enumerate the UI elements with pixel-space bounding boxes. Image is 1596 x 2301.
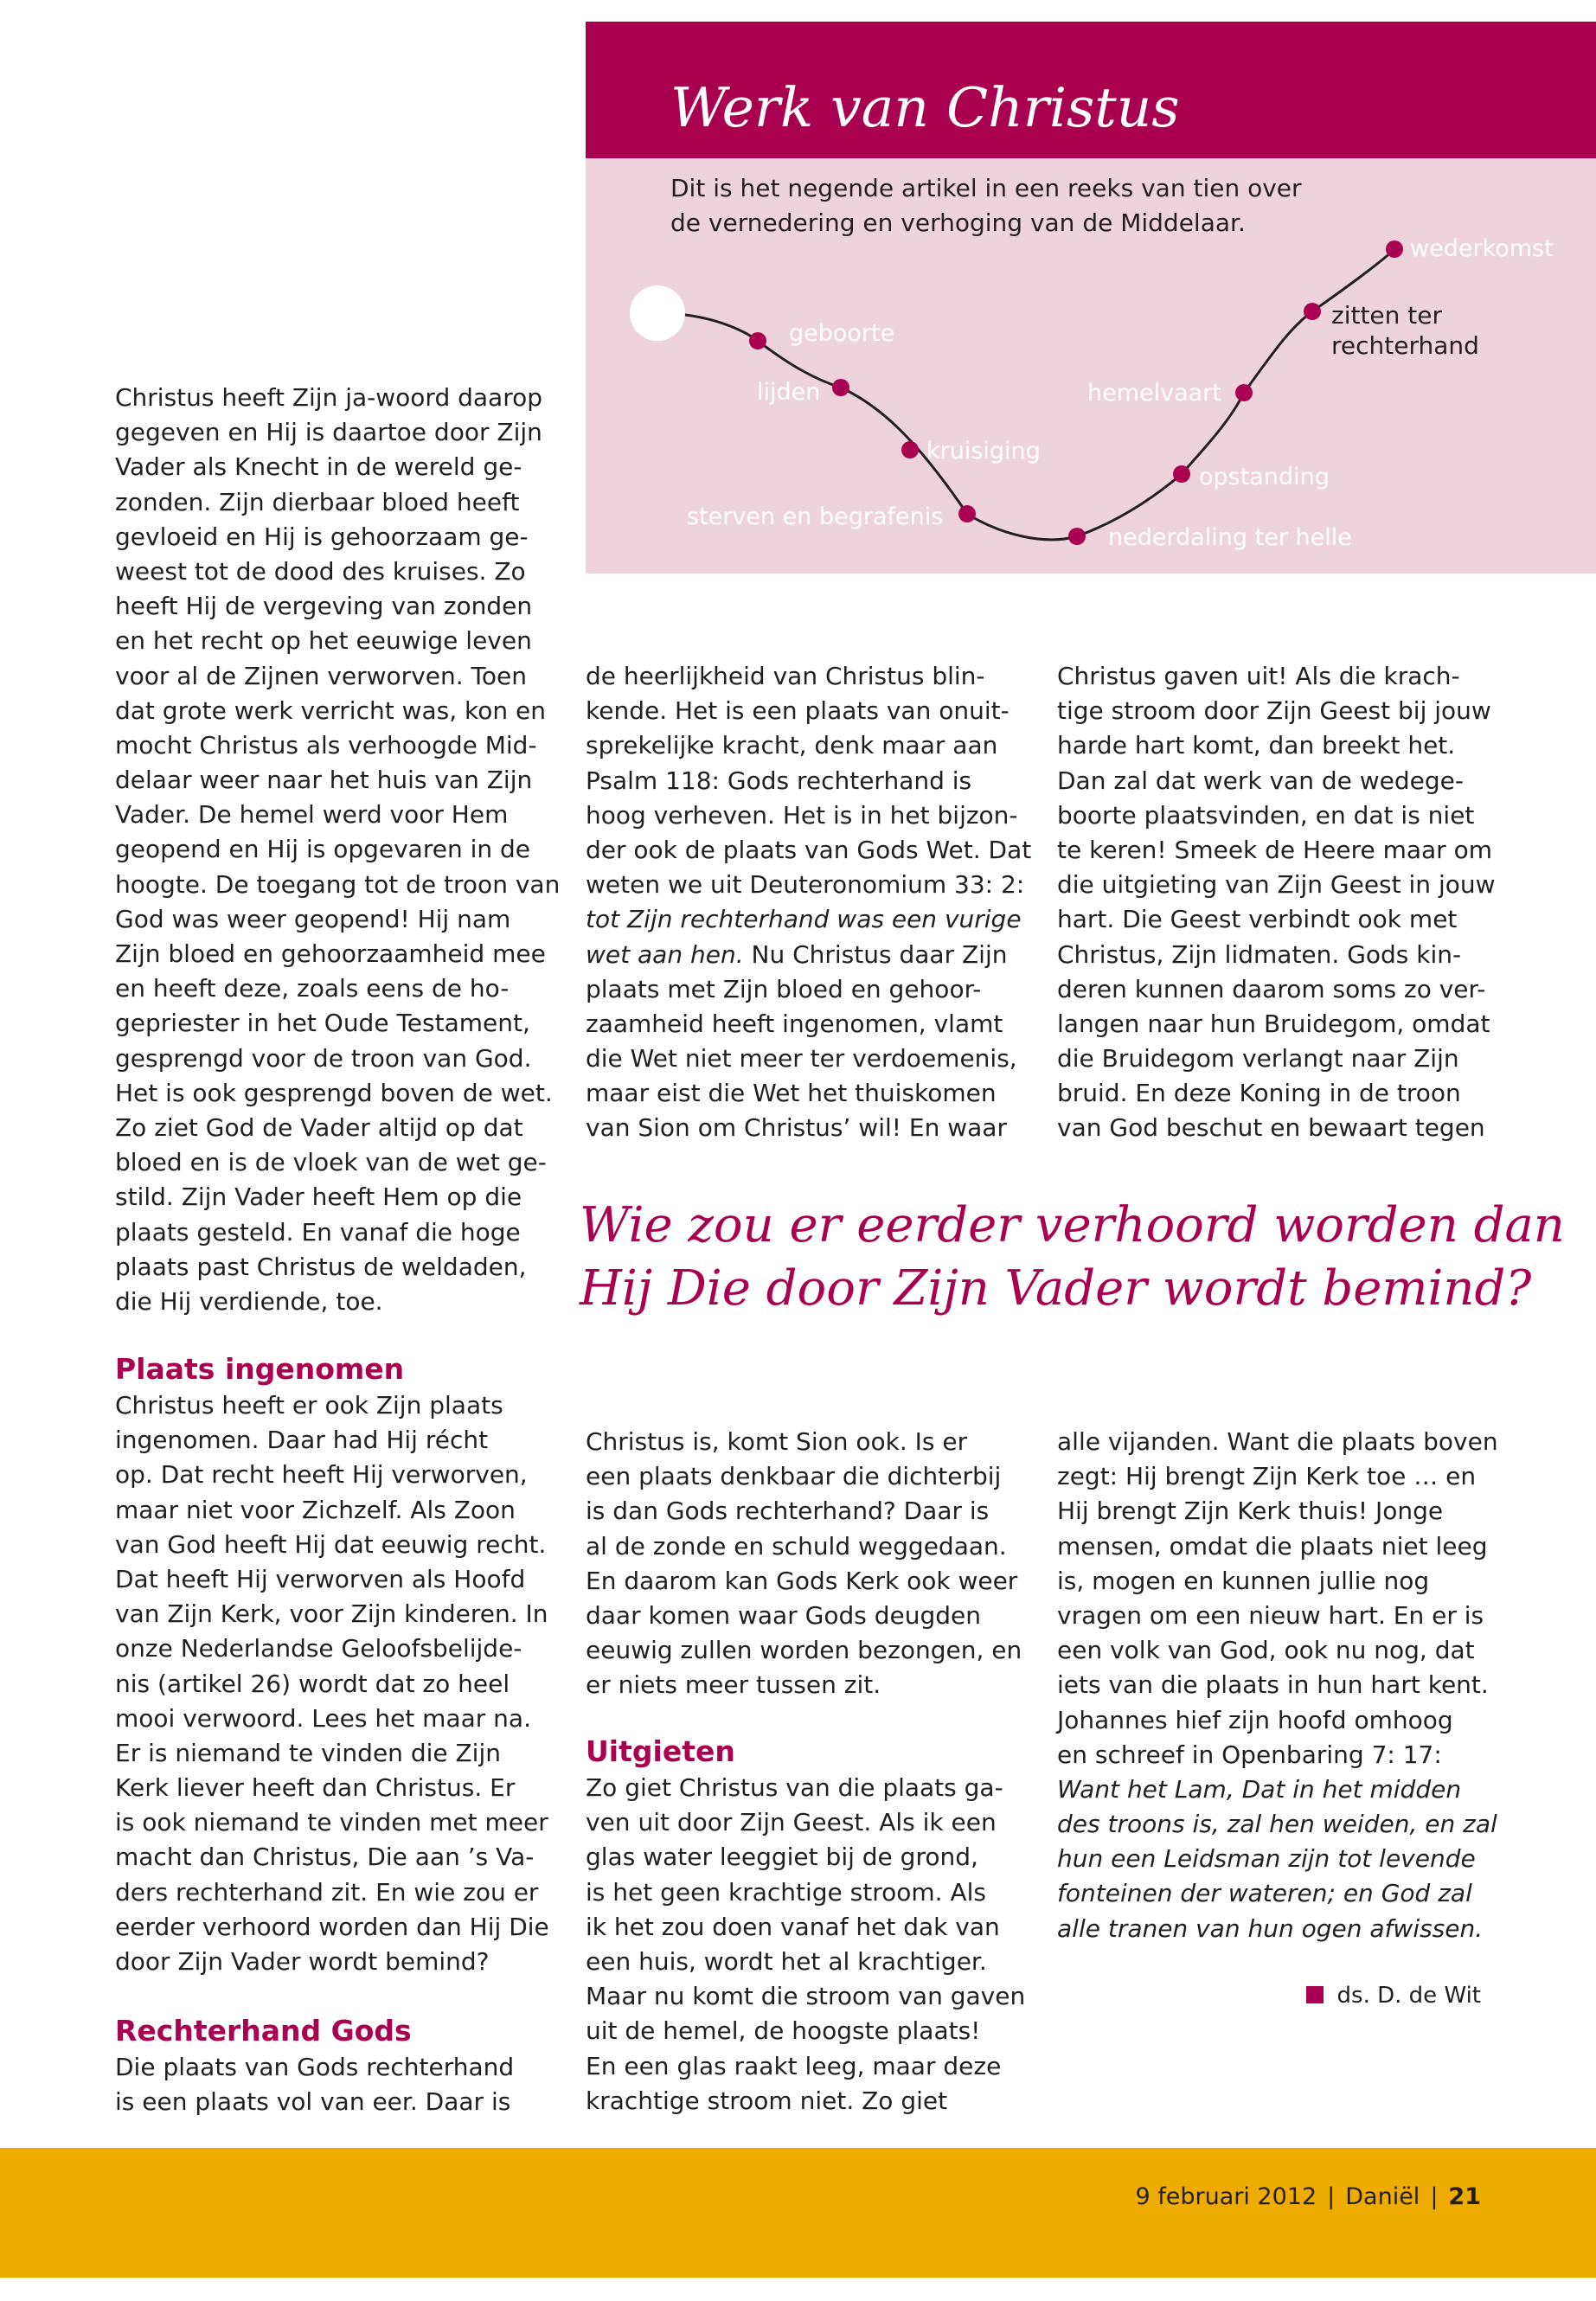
text-line: door Zijn Vader wordt bemind? [115,1947,490,1976]
text-line: Christus heeft Zijn ja-woord daarop [115,383,543,412]
timeline-dot-opstanding [1173,465,1190,483]
text-line: uit de hemel, de hoogste plaats! [586,2016,981,2046]
pull-quote [580,1194,1565,1320]
timeline-dot-geboorte [749,332,766,349]
text-line: langen naar hun Bruidegom, omdat [1057,1009,1490,1038]
scripture-quote-line: alle tranen van hun ogen afwissen. [1057,1913,1484,1943]
text-line: een huis, wordt het al krachtiger. [586,1946,987,1976]
text-line: van Zijn Kerk, voor Zijn kinderen. In [115,1599,548,1629]
footer-magazine-name: Daniël [1345,2183,1420,2210]
text-line: is, mogen en kunnen jullie nog [1057,1566,1430,1595]
text-line: plaats past Christus de weldaden, [115,1252,527,1281]
page-number: 21 [1448,2183,1481,2210]
text-line: te keren! Smeek de Heere maar om [1057,835,1493,864]
text-line: mooi verwoord. Lees het maar na. [115,1703,531,1733]
author-signature [1306,1983,1481,2009]
text-line: ven uit door Zijn Geest. Als ik een [586,1808,997,1837]
text-line: gesprengd voor de troon van God. [115,1043,532,1073]
column1-intro [115,381,560,1319]
column2-upper [586,659,1031,1146]
scripture-quote-line: Want het Lam, Dat in het midden [1057,1774,1462,1804]
text-line: hoog verheven. Het is in het bijzon- [586,800,1018,830]
text-line: er niets meer tussen zit. [586,1670,881,1700]
text-line: deren kunnen daarom soms zo ver- [1057,974,1486,1003]
series-intro-line: de vernedering en verhoging van de Middelaar. [670,208,1246,237]
text-line: Hij brengt Zijn Kerk thuis! Jonge [1057,1497,1444,1526]
text-line: tige stroom door Zijn Geest bij jouw [1057,696,1491,726]
text-line: is het geen krachtige stroom. Als [586,1877,986,1907]
text-line: van Sion om Christus’ wil! En waar [586,1113,1007,1143]
text-line: Zo giet Christus van die plaats ga- [586,1773,1003,1802]
text-line: eeuwig zullen worden bezongen, en [586,1636,1022,1665]
timeline-dot-kruisiging [901,441,919,458]
text-line: zaamheid heeft ingenomen, vlamt [586,1009,1003,1038]
subhead-uitgieten: Uitgieten [586,1734,735,1768]
scripture-quote-italic: wet aan hen. [586,939,744,969]
column3-lower [1057,1425,1498,1946]
text-line: der ook de plaats van Gods Wet. Dat [586,835,1032,864]
text-line: eerder verhoord worden dan Hij Die [115,1912,549,1941]
text-line: is een plaats vol van eer. Daar is [115,2087,511,2117]
text-line: Zo ziet God de Vader altijd op dat [115,1112,523,1142]
footer-info [1135,2183,1481,2210]
timeline-label-zitten-line1: zitten ter [1331,301,1443,330]
text-line: God was weer geopend! Hij nam [115,904,511,933]
scripture-quote-line: hun een Leidsman zijn tot levende [1057,1844,1476,1874]
text-line [586,938,1031,972]
text-line: die uitgieting van Zijn Geest in jouw [1057,870,1496,900]
scripture-quote-line: des troons is, zal hen weiden, en zal [1057,1810,1497,1839]
text-line: boorte plaatsvinden, en dat is niet [1057,800,1475,830]
timeline-label-geboorte: geboorte [789,320,895,347]
text-line: van God beschut en bewaart tegen [1057,1113,1485,1143]
timeline-dot-zitten [1304,303,1321,320]
text-line: En daarom kan Gods Kerk ook weer [586,1566,1018,1595]
timeline-dot-wederkomst [1386,240,1403,258]
scripture-quote-line: fonteinen der wateren; en God zal [1057,1879,1472,1908]
series-intro-line: Dit is het negende artikel in een reeks van tien over [670,174,1302,202]
timeline-label-hemelvaart: hemelvaart [1087,380,1221,407]
text-line: is ook niemand te vinden met meer [115,1808,548,1837]
text-line: de heerlijkheid van Christus blin- [586,662,985,690]
text-line: ingenomen. Daar had Hij récht [115,1426,489,1455]
column2-lower [586,1425,1022,1703]
pull-quote-line: Wie zou er eerder verhoord worden dan [580,1197,1565,1253]
timeline-dot-hemelvaart [1235,384,1253,401]
text-line: en heeft deze, zoals eens de ho- [115,974,510,1003]
text-line: gepriester in het Oude Testament, [115,1009,530,1038]
text-line: Dat heeft Hij verworven als Hoofd [115,1564,526,1593]
timeline-label-kruisiging: kruisiging [926,438,1041,465]
text-line: is dan Gods rechterhand? Daar is [586,1497,990,1526]
text-line: plaats gesteld. En vanaf die hoge [115,1217,521,1247]
square-bullet-icon [1306,1986,1324,2003]
text-line: glas water leeggiet bij de grond, [586,1843,978,1872]
text-line: harde hart komt, dan breekt het. [1057,731,1456,760]
text-line: macht dan Christus, Die aan ’s Va- [115,1843,535,1872]
pull-quote-line: Hij Die door Zijn Vader wordt bemind? [580,1260,1532,1317]
text-line: al de zonde en schuld weggedaan. [586,1531,1007,1561]
footer-separator: | [1327,2183,1336,2210]
text-line: stild. Zijn Vader heeft Hem op die [115,1183,522,1212]
text-line: een volk van God, ook nu nog, dat [1057,1636,1475,1665]
text-line: iets van die plaats in hun hart kent. [1057,1670,1489,1700]
subhead-rechterhand-gods: Rechterhand Gods [115,2014,412,2048]
header-title: Werk van Christus [670,76,1180,139]
timeline-dot-nederdaling [1068,528,1086,545]
text-line: Christus, Zijn lidmaten. Gods kin- [1057,939,1462,969]
column3-upper [1057,659,1496,1146]
timeline-label-lijden: lijden [757,379,821,406]
text-line: Vader als Knecht in de wereld ge- [115,452,522,482]
text-line: Vader. De hemel werd voor Hem [115,800,509,830]
text-line: bruid. En deze Koning in de troon [1057,1079,1461,1108]
text-line: dat grote werk verricht was, kon en [115,695,547,725]
text-line: Dan zal dat werk van de wedege- [1057,766,1464,795]
subhead-plaats-ingenomen: Plaats ingenomen [115,1352,405,1386]
column1-plaats [115,1388,549,1979]
text-line: weest tot de dood des kruises. Zo [115,556,526,586]
text-line: Maar nu komt die stroom van gaven [586,1982,1026,2011]
text-line: Johannes hief zijn hoofd omhoog [1057,1705,1453,1734]
text-line: ders rechterhand zit. En wie zou er [115,1877,539,1907]
text-line: en het recht op het eeuwige leven [115,626,532,656]
timeline-label-sterven: sterven en begrafenis [687,503,944,530]
timeline-start-circle [630,285,685,341]
text-line: die Hij verdiende, toe. [115,1286,383,1316]
text-line: En een glas raakt leeg, maar deze [586,2051,1002,2080]
text-line: ik het zou doen vanaf het dak van [586,1912,1000,1941]
text-line: Psalm 118: Gods rechterhand is [586,766,972,795]
text-line: hart. Die Geest verbindt ook met [1057,905,1458,934]
text-line: nis (artikel 26) wordt dat zo heel [115,1669,510,1698]
text-line: Er is niemand te vinden die Zijn [115,1738,501,1767]
text-line: en schreef in Openbaring 7: 17: [1057,1740,1442,1769]
text-line: gegeven en Hij is daartoe door Zijn [115,418,542,447]
text-line: mensen, omdat die plaats niet leeg [1057,1531,1488,1561]
timeline-label-nederdaling: nederdaling ter helle [1108,524,1352,551]
text-line: op. Dat recht heeft Hij verworven, [115,1460,528,1490]
text-line: zonden. Zijn dierbaar bloed heeft [115,487,520,516]
text-line: daar komen waar Gods deugden [586,1600,981,1630]
text-line: Christus is, komt Sion ook. Is er [586,1427,968,1456]
text-line: voor al de Zijnen verworven. Toen [115,661,527,690]
text-line: Christus gaven uit! Als die krach- [1057,662,1460,690]
text-line: delaar weer naar het huis van Zijn [115,766,533,795]
text-line: weten we uit Deuteronomium 33: 2: [586,870,1025,900]
text-line: onze Nederlandse Geloofsbelijde- [115,1634,522,1663]
text-line: die Wet niet meer ter verdoemenis, [586,1044,1017,1074]
text-line: Christus heeft er ook Zijn plaats [115,1391,503,1420]
text-line: krachtige stroom niet. Zo giet [586,2086,948,2115]
timeline-dot-lijden [832,379,849,396]
text-line: geopend en Hij is opgevaren in de [115,835,531,864]
text-line: hoogte. De toegang tot de troon van [115,869,561,899]
text-line: maar niet voor Zichzelf. Als Zoon [115,1495,516,1524]
text-line: vragen om een nieuw hart. En er is [1057,1600,1484,1630]
text-fragment: Nu Christus daar Zijn [743,939,1008,969]
column1-rechterhand [115,2050,514,2119]
text-line: bloed en is de vloek van de wet ge- [115,1148,547,1177]
text-line: gevloeid en Hij is gehoorzaam ge- [115,522,529,551]
text-line: Die plaats van Gods rechterhand [115,2053,515,2081]
timeline-label-zitten-line2: rechterhand [1331,331,1479,360]
text-line: heeft Hij de vergeving van zonden [115,592,533,621]
text-line: Zijn bloed en gehoorzaamheid mee [115,939,546,968]
author-name: ds. D. de Wit [1336,1983,1481,2009]
text-line: alle vijanden. Want die plaats boven [1057,1427,1498,1456]
text-line: zegt: Hij brengt Zijn Kerk toe … en [1057,1462,1477,1491]
text-line: sprekelijke kracht, denk maar aan [586,731,998,760]
text-line: mocht Christus als verhoogde Mid- [115,730,537,760]
footer-separator: | [1430,2183,1439,2210]
footer-bar [0,2148,1596,2278]
timeline-dot-sterven [958,505,976,522]
footer-date: 9 februari 2012 [1135,2183,1317,2210]
text-line: een plaats denkbaar die dichterbij [586,1462,1002,1491]
text-line: die Bruidegom verlangt naar Zijn [1057,1044,1459,1074]
text-line: kende. Het is een plaats van onuit- [586,696,1010,726]
timeline-label-opstanding: opstanding [1199,464,1330,490]
column2-uitgieten [586,1771,1025,2118]
timeline-label-wederkomst: wederkomst [1410,235,1554,262]
text-line: plaats met Zijn bloed en gehoor- [586,974,982,1003]
text-line: van God heeft Hij dat eeuwig recht. [115,1529,547,1559]
text-line: Het is ook gesprengd boven de wet. [115,1078,553,1107]
text-line-italic: tot Zijn rechterhand was een vurige [586,905,1022,934]
text-line: maar eist die Wet het thuiskomen [586,1079,997,1108]
text-line: Kerk liever heeft dan Christus. Er [115,1773,516,1803]
